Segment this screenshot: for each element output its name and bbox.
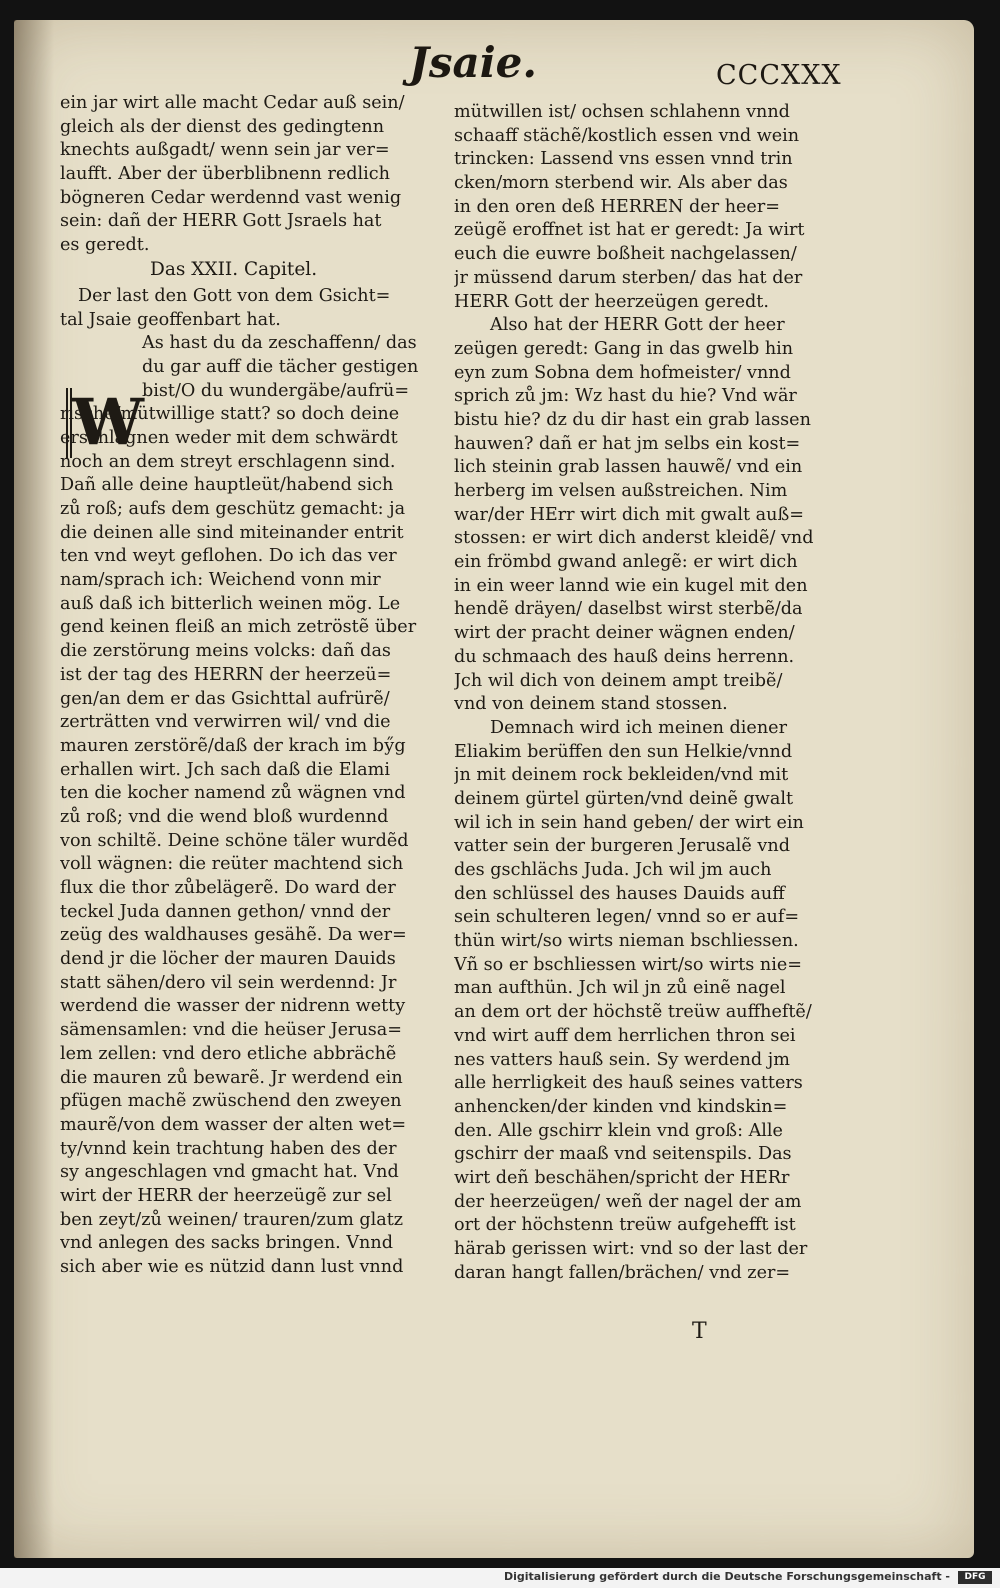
text-line: bist/O du wundergäbe/aufrü= [142, 380, 410, 401]
text-line: wil ich in sein hand geben/ der wirt ein [454, 812, 804, 833]
text-line: der heerzeügen/ weñ der nagel der am [454, 1191, 802, 1212]
text-line: statt sähen/dero vil sein werdennd: Jr [60, 972, 397, 993]
text-line: die deinen alle sind miteinander entrit [60, 522, 404, 543]
text-line: schaaff stächẽ/kostlich essen vnd wein [454, 125, 800, 146]
book-page [14, 20, 974, 1558]
text-line: herberg im velsen außstreichen. Nim [454, 481, 788, 501]
text-line: hauwen? dañ er hat jm selbs ein kost= [454, 433, 801, 454]
text-line: nes vatters hauß sein. Sy werdend jm [454, 1049, 790, 1070]
chapter-heading: Das XXII. Capitel. [150, 258, 318, 280]
text-line: maurẽ/von dem wasser der alten wet= [60, 1114, 407, 1135]
text-line: war/der HErr wirt dich mit gwalt auß= [454, 504, 804, 525]
text-line: euch die euwre boßheit nachgelassen/ [454, 244, 797, 265]
text-line: des gschlächs Juda. Jch wil jm auch [454, 860, 772, 880]
text-line: knechts außgadt/ wenn sein jar ver= [60, 140, 390, 161]
text-line: eyn zum Sobna dem hofmeister/ vnnd [454, 362, 791, 383]
text-line: voll wägnen: die reüter machtend sich [60, 854, 404, 875]
text-line: ein frömbd gwand anlegẽ: er wirt dich [454, 552, 798, 573]
text-line: trincken: Lassend vns essen vnnd trin [454, 149, 793, 170]
text-line: zeügen geredt: Gang in das gwelb hin [454, 338, 794, 359]
text-line: gend keinen fleiß an mich zetröstẽ über [60, 617, 417, 638]
text-line: cken/morn sterbend wir. Als aber das [454, 173, 788, 194]
text-line: zů roß; aufs dem geschütz gemacht: ja [60, 499, 406, 519]
text-line: mütwillen ist/ ochsen schlahenn vnnd [454, 102, 790, 122]
text-line: flux die thor zůbelägerẽ. Do ward der [60, 878, 396, 898]
text-line: den. Alle gschirr klein vnd groß: Alle [454, 1120, 783, 1141]
text-line: laufft. Aber der überblibnenn redlich [60, 164, 390, 185]
text-line: stossen: er wirt dich anderst kleidẽ/ vnd [454, 528, 814, 549]
text-line: deinem gürtel gürten/vnd deinẽ gwalt [454, 788, 794, 809]
text-line: zeügẽ eroffnet ist hat er geredt: Ja wirt [454, 220, 805, 241]
text-line: wirt deñ beschähen/spricht der HERr [454, 1167, 790, 1188]
text-line: zů roß; vnd die wend bloß wurdennd [60, 806, 389, 827]
text-line: es geredt. [60, 235, 150, 256]
text-line: anhencken/der kinden vnd kindskin= [454, 1096, 788, 1117]
text-line: Vñ so er bschliessen wirt/so wirts nie= [454, 954, 803, 975]
text-line: HERR Gott der heerzeügen geredt. [454, 291, 769, 312]
text-line: lem zellen: vnd dero etliche abbrächẽ [60, 1043, 397, 1064]
text-line: lich steinin grab lassen hauwẽ/ vnd ein [454, 457, 803, 478]
text-line: teckel Juda dannen gethon/ vnnd der [60, 901, 391, 922]
text-line: gen/an dem er das Gsichttal aufrürẽ/ [60, 688, 390, 709]
right-column [454, 101, 849, 1285]
text-line: zerträtten vnd verwirren wil/ vnd die [60, 712, 391, 733]
text-line: thün wirt/so wirts nieman bschliessen. [454, 931, 799, 952]
text-line: in ein weer lannd wie ein kugel mit den [454, 575, 808, 596]
text-line: vnd von deinem stand stossen. [454, 694, 728, 715]
left-column [60, 92, 460, 1280]
text-line: Jch wil dich von deinem ampt treibẽ/ [454, 670, 783, 691]
text-line: vatter sein der burgeren Jerusalẽ vnd [454, 836, 790, 857]
text-line: bistu hie? dz du dir hast ein grab lassen [454, 409, 811, 430]
text-line: wirt der HERR der heerzeügẽ zur sel [60, 1185, 392, 1206]
text-line: ben zeyt/zů weinen/ trauren/zum glatz [60, 1209, 404, 1230]
text-line: du gar auff die tächer gestigen [142, 356, 419, 377]
text-line: den schlüssel des hauses Dauids auff [454, 883, 785, 904]
text-line: zeüg des waldhauses gesähẽ. Da wer= [60, 925, 407, 946]
text-line: wirt der pracht deiner wägnen enden/ [454, 623, 795, 644]
decorated-initial: W [66, 388, 142, 458]
text-line: du schmaach des hauß deins herrenn. [454, 646, 795, 667]
text-line: man aufthün. Jch wil jn zů einẽ nagel [454, 978, 786, 999]
chapter-summary-line: Der last den Gott von dem Gsicht= [78, 285, 391, 306]
text-line: sein schulteren legen/ vnnd so er auf= [454, 907, 800, 928]
text-line: dend jr die löcher der mauren Dauids [60, 949, 396, 970]
text-line: daran hangt fallen/brächen/ vnd zer= [454, 1262, 791, 1283]
folio-number: CCCXXX [716, 60, 842, 91]
text-line: an dem ort der höchstẽ treüw auffheftẽ/ [454, 1002, 812, 1023]
text-line: auß daß ich bitterlich weinen mög. Le [60, 593, 401, 614]
text-line: gleich als der dienst des gedingtenn [60, 116, 385, 137]
text-line: werdend die wasser der nidrenn wetty [60, 996, 406, 1017]
text-line: sprich zů jm: Wz hast du hie? Vnd wär [454, 386, 797, 407]
text-line: As hast du da zeschaffenn/ das [142, 333, 417, 354]
text-line: die mauren zů bewarẽ. Jr werdend ein [60, 1067, 403, 1088]
text-line: von schiltẽ. Deine schöne täler wurdẽd [60, 830, 409, 851]
text-line: rische/mütwillige statt? so doch deine [60, 404, 400, 425]
text-line: gschirr der maaß vnd seitenspils. Das [454, 1144, 792, 1165]
text-line: noch an dem streyt erschlagenn sind. [60, 451, 396, 472]
text-line: hendẽ dräyen/ daselbst wirst sterbẽ/da [454, 599, 803, 620]
signature-mark: T [692, 1319, 707, 1344]
text-line: in den oren deß HERREN der heer= [454, 196, 780, 217]
text-line: ort der höchstenn treüw aufgehefft ist [454, 1215, 796, 1236]
text-line: die zerstörung meins volcks: dañ das [60, 641, 391, 662]
text-line: jr müssend darum sterben/ das hat der [454, 267, 803, 288]
text-line: ist der tag des HERRN der heerzeü= [60, 664, 392, 685]
text-line: pfügen machẽ zwüschend den zweyen [60, 1091, 402, 1112]
gutter-shadow [14, 20, 54, 1558]
text-line: erschlagnen weder mit dem schwärdt [60, 427, 398, 448]
dfg-logo: DFG [958, 1571, 992, 1584]
text-line: ty/vnnd kein trachtung haben des der [60, 1138, 397, 1159]
text-line: nam/sprach ich: Weichend vonn mir [60, 570, 381, 591]
text-line: ten die kocher namend zů wägnen vnd [60, 783, 406, 804]
text-line: ein jar wirt alle macht Cedar auß sein/ [60, 93, 405, 113]
text-line: sein: dañ der HERR Gott Jsraels hat [60, 211, 382, 232]
text-line: sich aber wie es nützid dann lust vnnd [60, 1257, 404, 1277]
text-line: härab gerissen wirt: vnd so der last der [454, 1239, 808, 1259]
text-line: Eliakim berüffen den sun Helkie/vnnd [454, 741, 793, 762]
text-line: Also hat der HERR Gott der heer [490, 315, 785, 336]
text-line: sy angeschlagen vnd gmacht hat. Vnd [60, 1162, 399, 1183]
running-head-title: Jsaie. [409, 38, 538, 87]
text-line: mauren zerstörẽ/daß der krach im bӳg [60, 735, 406, 756]
footer-bar [0, 1568, 1000, 1588]
text-line: Demnach wird ich meinen diener [490, 717, 787, 738]
chapter-summary-line: tal Jsaie geoffenbart hat. [60, 309, 281, 330]
funding-credit: Digitalisierung gefördert durch die Deutsche Forschungsgemeinschaft - [503, 1570, 950, 1583]
text-line: bögneren Cedar werdennd vast wenig [60, 187, 402, 208]
text-line: ten vnd weyt geflohen. Do ich das ver [60, 546, 397, 567]
text-line: alle herrligkeit des hauß seines vatters [454, 1073, 803, 1094]
text-line: sämensamlen: vnd die heüser Jerusa= [60, 1020, 403, 1041]
text-line: vnd wirt auff dem herrlichen thron sei [454, 1025, 796, 1046]
text-line: vnd anlegen des sacks bringen. Vnnd [60, 1233, 393, 1254]
text-line: Dañ alle deine hauptleüt/habend sich [60, 475, 394, 496]
text-line: erhallen wirt. Jch sach daß die Elami [60, 759, 390, 780]
text-line: jn mit deinem rock bekleiden/vnd mit [454, 765, 789, 786]
